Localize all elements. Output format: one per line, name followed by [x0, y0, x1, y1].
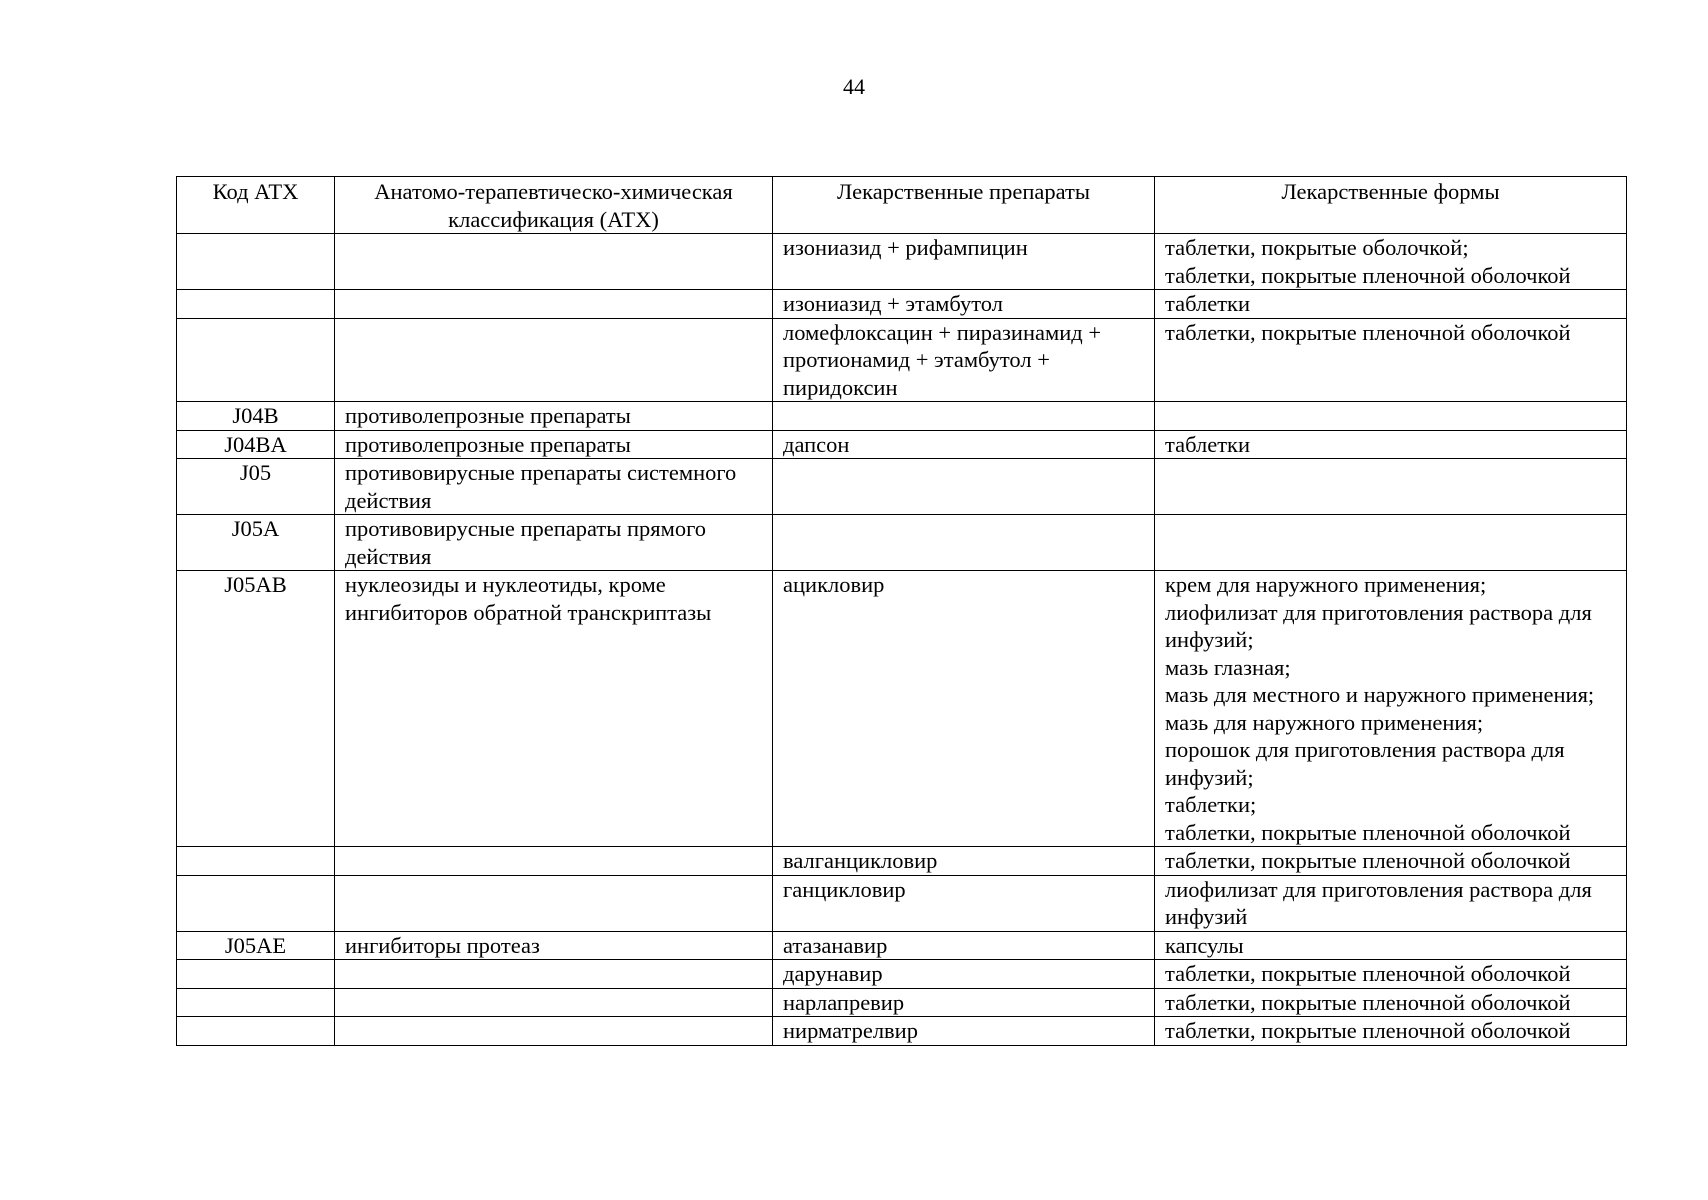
dosage-form-item: таблетки, покрытые пленочной оболочкой — [1165, 1018, 1571, 1043]
dosage-form-item: мазь глазная; — [1165, 654, 1291, 680]
table-row — [177, 1017, 1627, 1046]
atx-classification-cell — [335, 875, 773, 931]
dosage-form-item: таблетки; — [1165, 792, 1257, 817]
header-drugs: Лекарственные препараты — [773, 177, 1155, 234]
dosage-forms-cell — [1155, 988, 1627, 1017]
table-row — [177, 430, 1627, 459]
header-atx-classification: Анатомо-терапевтическо-химическая классификация (АТХ) — [335, 177, 773, 234]
atx-classification-cell — [335, 234, 773, 290]
dosage-form-item: лиофилизат для приготовления раствора для инфузий — [1165, 876, 1592, 929]
header-dosage-forms: Лекарственные формы — [1155, 177, 1627, 234]
dosage-form-item: таблетки, покрытые пленочной оболочкой — [1165, 262, 1571, 288]
dosage-form-item: капсулы — [1165, 932, 1244, 958]
drug-cell: атазанавир — [773, 931, 1155, 960]
table-row — [177, 290, 1627, 319]
atx-code-cell — [177, 1017, 335, 1046]
table-row — [177, 875, 1627, 931]
atx-code-cell — [177, 847, 335, 876]
dosage-forms-cell — [1155, 571, 1627, 847]
dosage-form-item: таблетки, покрытые пленочной оболочкой — [1165, 819, 1571, 845]
drug-cell — [773, 402, 1155, 431]
drug-cell: ганцикловир — [773, 875, 1155, 931]
atx-code-cell — [177, 318, 335, 402]
atx-classification-cell — [335, 290, 773, 319]
dosage-forms-cell — [1155, 234, 1627, 290]
atx-classification-cell: противолепрозные препараты — [335, 430, 773, 459]
drug-cell: дапсон — [773, 430, 1155, 459]
drug-cell: нирматрелвир — [773, 1017, 1155, 1046]
dosage-form-item: таблетки, покрытые оболочкой; — [1165, 235, 1469, 260]
dosage-form-item: таблетки, покрытые пленочной оболочкой — [1165, 961, 1571, 986]
dosage-forms-cell — [1155, 318, 1627, 402]
table-row — [177, 234, 1627, 290]
atx-code-cell: J04B — [177, 402, 335, 431]
dosage-forms-cell — [1155, 290, 1627, 319]
dosage-form-item: порошок для приготовления раствора для инфузий; — [1165, 737, 1565, 790]
table-row — [177, 571, 1627, 847]
dosage-form-item: таблетки, покрытые пленочной оболочкой — [1165, 989, 1571, 1015]
atx-classification-cell: противовирусные препараты системного действия — [335, 459, 773, 515]
dosage-forms-cell — [1155, 515, 1627, 571]
atx-classification-cell — [335, 318, 773, 402]
atx-classification-cell: противовирусные препараты прямого действия — [335, 515, 773, 571]
dosage-form-item: крем для наружного применения; — [1165, 572, 1487, 597]
dosage-forms-cell — [1155, 875, 1627, 931]
atx-code-cell: J05AE — [177, 931, 335, 960]
drug-cell: нарлапревир — [773, 988, 1155, 1017]
table-row — [177, 459, 1627, 515]
atx-code-cell: J05A — [177, 515, 335, 571]
dosage-forms-cell — [1155, 430, 1627, 459]
atx-classification-cell: нуклеозиды и нуклеотиды, кроме ингибиторов обратной транскриптазы — [335, 571, 773, 847]
atx-code-cell — [177, 234, 335, 290]
atx-drug-table — [176, 176, 1627, 1046]
table-row — [177, 931, 1627, 960]
dosage-forms-cell — [1155, 402, 1627, 431]
atx-classification-cell — [335, 988, 773, 1017]
page-number: 44 — [843, 74, 865, 99]
dosage-forms-cell — [1155, 1017, 1627, 1046]
drug-cell — [773, 459, 1155, 515]
atx-code-cell — [177, 290, 335, 319]
drug-cell: дарунавир — [773, 960, 1155, 989]
atx-code-cell: J04BA — [177, 430, 335, 459]
atx-classification-cell — [335, 960, 773, 989]
dosage-form-item: таблетки — [1165, 431, 1251, 457]
table-row — [177, 847, 1627, 876]
drug-cell: изониазид + рифампицин — [773, 234, 1155, 290]
atx-classification-cell — [335, 847, 773, 876]
table-row — [177, 318, 1627, 402]
table-header-row — [177, 177, 1627, 234]
dosage-form-item: таблетки — [1165, 291, 1251, 316]
dosage-forms-cell — [1155, 847, 1627, 876]
atx-code-cell — [177, 960, 335, 989]
dosage-form-item: лиофилизат для приготовления раствора для инфузий; — [1165, 599, 1592, 652]
atx-classification-cell — [335, 1017, 773, 1046]
header-atx-code: Код АТХ — [177, 177, 335, 234]
dosage-form-item: мазь для местного и наружного применения; — [1165, 682, 1595, 707]
atx-code-cell — [177, 988, 335, 1017]
atx-code-cell: J05 — [177, 459, 335, 515]
dosage-form-item: таблетки, покрытые пленочной оболочкой — [1165, 848, 1571, 873]
table-row — [177, 988, 1627, 1017]
dosage-forms-cell — [1155, 459, 1627, 515]
dosage-form-item: мазь для наружного применения; — [1165, 709, 1484, 735]
atx-classification-cell: противолепрозные препараты — [335, 402, 773, 431]
drug-cell: изониазид + этамбутол — [773, 290, 1155, 319]
atx-code-cell — [177, 875, 335, 931]
table-row — [177, 960, 1627, 989]
atx-code-cell: J05AB — [177, 571, 335, 847]
dosage-forms-cell — [1155, 931, 1627, 960]
atx-classification-cell: ингибиторы протеаз — [335, 931, 773, 960]
drug-cell: ломефлоксацин + пиразинамид + протионамид + этамбутол + пиридоксин — [773, 318, 1155, 402]
table-body — [177, 234, 1627, 1046]
drug-cell: валганцикловир — [773, 847, 1155, 876]
drug-cell — [773, 515, 1155, 571]
dosage-forms-cell — [1155, 960, 1627, 989]
dosage-form-item: таблетки, покрытые пленочной оболочкой — [1165, 319, 1571, 345]
table-row — [177, 515, 1627, 571]
table-row — [177, 402, 1627, 431]
drug-cell: ацикловир — [773, 571, 1155, 847]
